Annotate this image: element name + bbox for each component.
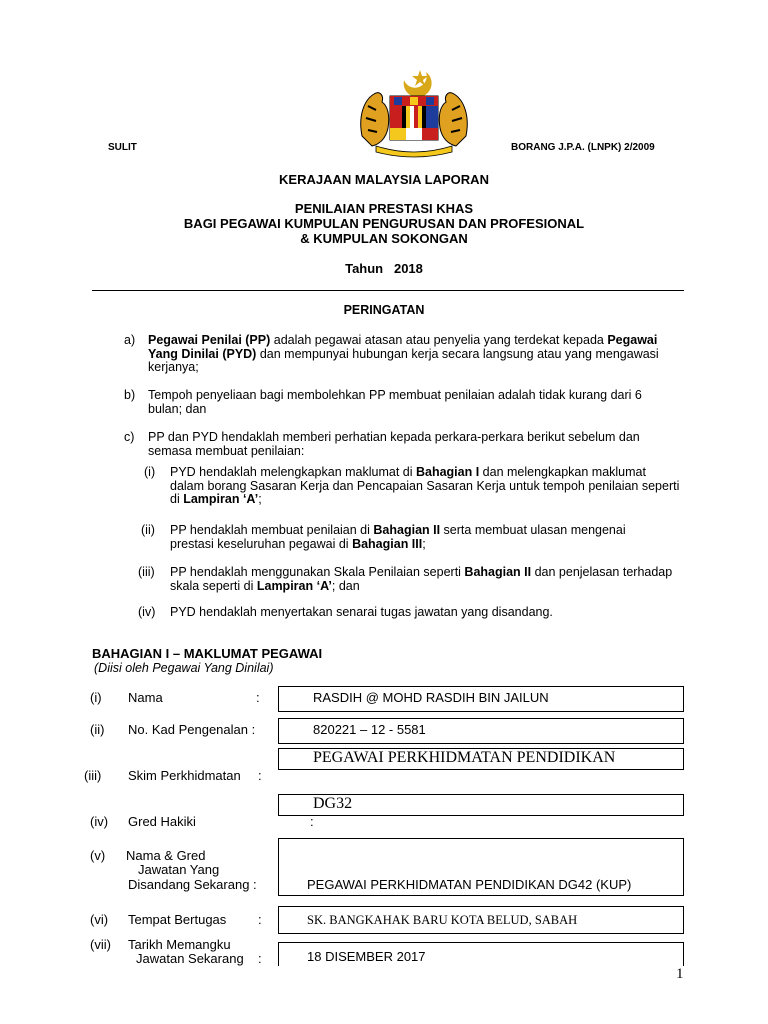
field-jawatan-label-3: Disandang Sekarang : xyxy=(128,877,257,892)
field-gred-label: Gred Hakiki xyxy=(128,814,196,829)
page-number: 1 xyxy=(676,966,684,982)
field-jawatan-value: PEGAWAI PERKHIDMATAN PENDIDIKAN DG42 (KUP) xyxy=(307,877,632,892)
malaysia-coat-of-arms-emblem xyxy=(354,66,474,158)
tiger-left-icon xyxy=(361,93,389,146)
motto-scroll xyxy=(376,146,452,157)
field-tarikh-no: (vii) xyxy=(90,937,111,952)
field-skim-label: Skim Perkhidmatan xyxy=(128,768,241,783)
field-nama-no: (i) xyxy=(90,690,102,705)
item-b-text: Tempoh penyeliaan bagi membolehkan PP membuat penilaian adalah tidak kurang dari 6 bulan; dan xyxy=(148,388,642,416)
tiger-right-icon xyxy=(439,93,467,146)
field-gred-colon: : xyxy=(310,814,314,829)
title-line-1: KERAJAAN MALAYSIA LAPORAN xyxy=(279,172,489,187)
field-tempat-colon: : xyxy=(258,912,262,927)
field-skim-value: PEGAWAI PERKHIDMATAN PENDIDIKAN xyxy=(313,749,616,766)
item-ciii-marker: (iii) xyxy=(138,565,155,579)
field-gred-value: DG32 xyxy=(313,795,353,812)
item-civ-marker: (iv) xyxy=(138,605,156,619)
year-line xyxy=(0,261,768,276)
field-jawatan-label-2: Jawatan Yang xyxy=(138,862,220,877)
item-b-marker: b) xyxy=(124,388,136,402)
section1-subheading: (Diisi oleh Pegawai Yang Dinilai) xyxy=(94,661,274,675)
item-civ-text: PYD hendaklah menyertakan senarai tugas jawatan yang disandang. xyxy=(170,605,553,619)
field-tarikh-value: 18 DISEMBER 2017 xyxy=(307,949,426,964)
section1-heading: BAHAGIAN I – MAKLUMAT PEGAWAI xyxy=(92,646,323,661)
item-cii-text: PP hendaklah membuat penilaian di Bahagian II serta membuat ulasan mengenai prestasi keseluruhan pegawai di Bahagian III; xyxy=(170,523,626,551)
field-kp-label: No. Kad Pengenalan : xyxy=(128,722,256,737)
sulit-label: SULIT xyxy=(108,142,137,153)
field-tempat-label: Tempat Bertugas xyxy=(128,912,227,927)
field-kp-value: 820221 – 12 - 5581 xyxy=(313,722,426,737)
item-a-text: Pegawai Penilai (PP) adalah pegawai atasan atau penyelia yang terdekat kepada Pegawai Yang Dinilai (PYD) dan mempunyai hubungan kerja secara langsung atau yang mengawasi kerjanya; xyxy=(148,333,659,374)
item-cii-marker: (ii) xyxy=(141,523,155,537)
field-tempat-input[interactable] xyxy=(278,906,684,934)
item-ci-marker: (i) xyxy=(144,465,156,479)
field-jawatan-label-1: Nama & Gred xyxy=(126,848,206,863)
year-value: 2018 xyxy=(393,261,423,276)
field-tarikh-label-1: Tarikh Memangku xyxy=(128,937,231,952)
item-c-marker: c) xyxy=(124,430,135,444)
field-kp-input[interactable] xyxy=(278,718,684,744)
item-c-text: PP dan PYD hendaklah memberi perhatian kepada perkara-perkara berikut sebelum dan semasa membuat penilaian: xyxy=(148,430,640,458)
field-nama-colon: : xyxy=(256,690,260,705)
field-tarikh-label-2: Jawatan Sekarang xyxy=(136,951,244,966)
year-label: Tahun xyxy=(345,261,384,276)
field-tempat-no: (vi) xyxy=(90,912,109,927)
field-tarikh-colon: : xyxy=(258,951,262,966)
field-nama-label: Nama xyxy=(128,690,163,705)
item-ci-text: PYD hendaklah melengkapkan maklumat di Bahagian I dan melengkapkan maklumat dalam borang Sasaran Kerja dan Pencapaian Sasaran Kerja untuk tempoh penilaian seperti di Lampiran ‘A’; xyxy=(170,465,680,506)
title-line-3: BAGI PEGAWAI KUMPULAN PENGURUSAN DAN PROFESIONAL xyxy=(183,216,585,231)
crescent-icon xyxy=(404,72,432,97)
item-ciii-text: PP hendaklah menggunakan Skala Penilaian seperti Bahagian II dan penjelasan terhadap skala seperti di Lampiran ‘A’; dan xyxy=(170,565,673,593)
field-nama-value: RASDIH @ MOHD RASDIH BIN JAILUN xyxy=(313,690,549,705)
divider xyxy=(92,290,684,291)
field-jawatan-input[interactable] xyxy=(278,838,684,896)
warning-heading: PERINGATAN xyxy=(343,303,425,317)
field-skim-no: (iii) xyxy=(84,768,102,783)
field-tempat-value: SK. BANGKAHAK BARU KOTA BELUD, SABAH xyxy=(307,913,578,927)
field-skim-colon: : xyxy=(258,768,262,783)
field-tarikh-input[interactable] xyxy=(278,942,684,966)
field-nama-input[interactable] xyxy=(278,686,684,712)
field-skim-input[interactable] xyxy=(278,748,684,770)
item-a-marker: a) xyxy=(124,333,136,347)
field-gred-no: (iv) xyxy=(90,814,109,829)
field-kp-no: (ii) xyxy=(90,722,105,737)
form-code: BORANG J.P.A. (LNPK) 2/2009 xyxy=(511,142,655,153)
field-jawatan-no: (v) xyxy=(90,848,106,863)
title-line-4: & KUMPULAN SOKONGAN xyxy=(300,231,468,246)
title-line-2: PENILAIAN PRESTASI KHAS xyxy=(294,201,474,216)
field-gred-input[interactable] xyxy=(278,794,684,816)
